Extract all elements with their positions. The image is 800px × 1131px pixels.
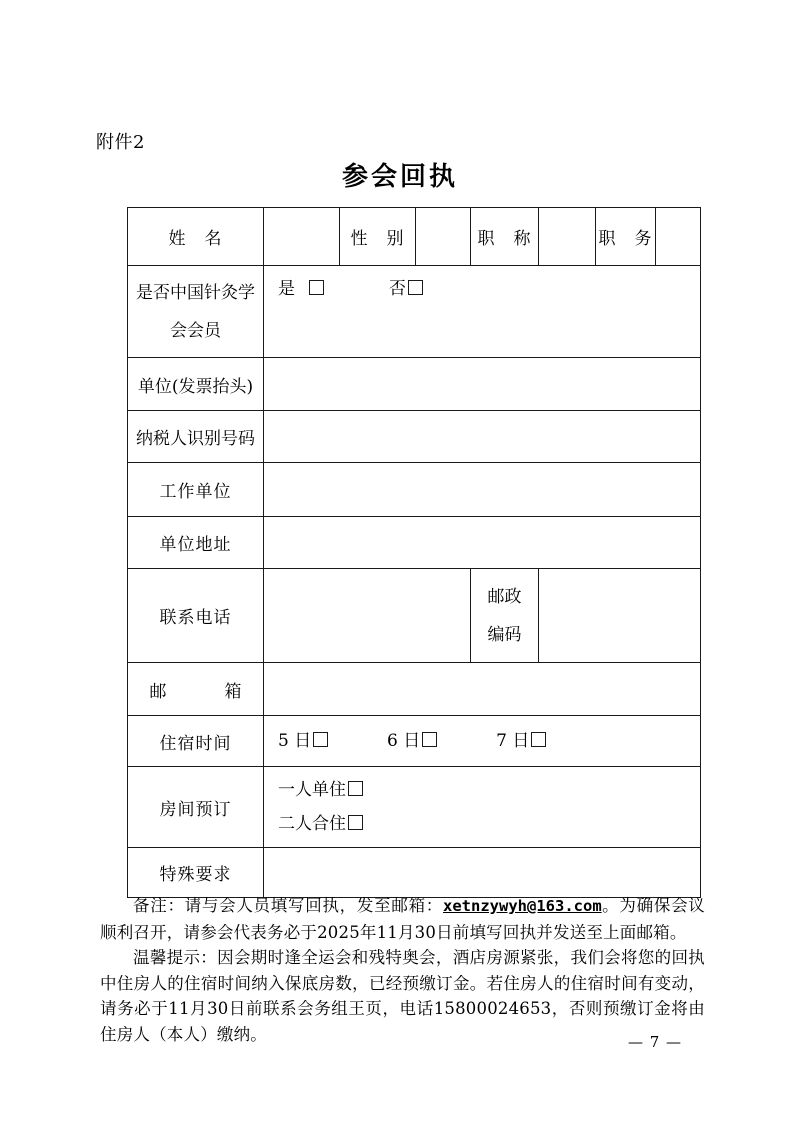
field-gender-value[interactable] [416,208,471,266]
table-row-phone [128,569,701,663]
registration-form-table [127,207,701,898]
label-room-booking: 房间预订 [128,767,264,848]
room-option-single[interactable] [278,773,365,807]
note-remark-pre: 备注：请与会人员填写回执，发至邮箱： [133,896,444,915]
checkbox-room-single[interactable] [348,781,363,796]
field-work-unit-value[interactable] [264,463,701,517]
note-remark [100,893,705,945]
page-number-text: — 7 — [627,1033,683,1051]
checkbox-room-double[interactable] [348,815,363,830]
field-job-title-value[interactable] [539,208,596,266]
room-option-single-label: 一人单住 [278,780,346,800]
table-row-unit-address [128,517,701,569]
label-special-requirements: 特殊要求 [128,848,264,898]
label-stay-dates: 住宿时间 [128,716,264,767]
membership-option-no[interactable] [389,272,425,306]
stay-option-day6[interactable] [387,724,439,758]
table-row-email [128,663,701,716]
label-work-unit: 工作单位 [128,463,264,517]
room-option-double-label: 二人合住 [278,814,346,834]
checkbox-membership-no[interactable] [408,280,423,295]
field-email-value[interactable] [264,663,701,716]
checkbox-stay-day5[interactable] [313,732,328,747]
note-tip: 温馨提示：因会期时逢全运会和残特奥会，酒店房源紧张，我们会将您的回执中住房人的住宿时间纳入保底房数，已经预缴订金。若住房人的住宿时间有变动，请务必于11月30日前联系会务组王页，电话15800024653，否则预缴订金将由住房人（本人）缴纳。 [100,948,705,1044]
table-row-invoice-title [128,358,701,411]
membership-option-yes[interactable] [278,272,326,306]
field-name-value[interactable] [264,208,340,266]
label-gender: 性 别 [340,208,416,266]
table-row-tax-id [128,411,701,463]
field-phone-value[interactable] [264,569,471,663]
field-stay-date-options [264,716,701,767]
label-email: 邮 箱 [128,663,264,716]
field-unit-address-value[interactable] [264,517,701,569]
stay-option-day5-label: 5 日 [278,731,312,751]
page-title: 参会回执 [341,162,458,192]
stay-option-day7[interactable] [496,724,548,758]
stay-option-day5[interactable] [278,724,330,758]
field-room-options [264,767,701,848]
membership-option-no-label: 否 [388,279,406,299]
stay-option-day6-label: 6 日 [387,731,421,751]
attachment-label: 附件2 [96,132,145,153]
label-invoice-title: 单位(发票抬头) [128,358,264,411]
table-row-work-unit [128,463,701,517]
table-row-special-requirements [128,848,701,898]
membership-option-yes-label: 是 [278,279,295,299]
field-membership-options [264,266,701,358]
label-position: 职 务 [596,208,656,266]
room-option-double[interactable] [278,807,365,841]
field-postcode-value[interactable] [539,569,701,663]
label-tax-id: 纳税人识别号码 [128,411,264,463]
label-unit-address: 单位地址 [128,517,264,569]
label-membership-line1: 是否中国针灸学 [136,282,255,303]
label-membership-line2: 会会员 [170,320,221,341]
label-postcode-line1: 邮政 [487,586,522,607]
label-phone: 联系电话 [128,569,264,663]
contact-email-link[interactable]: xetnzywyh@163.com [443,897,602,915]
table-row-room-booking [128,767,701,848]
field-tax-id-value[interactable] [264,411,701,463]
label-postcode [471,569,539,663]
field-invoice-title-value[interactable] [264,358,701,411]
footer-notes [100,893,705,1047]
checkbox-stay-day6[interactable] [422,732,437,747]
label-postcode-line2: 编码 [487,624,522,645]
field-special-requirements-value[interactable] [264,848,701,898]
page-number [0,1033,800,1051]
label-membership [128,266,264,358]
label-job-title: 职 称 [471,208,539,266]
table-row-basic-info [128,208,701,266]
table-row-stay-dates [128,716,701,767]
checkbox-stay-day7[interactable] [531,732,546,747]
label-name: 姓 名 [128,208,264,266]
table-row-membership [128,266,701,358]
checkbox-membership-yes[interactable] [309,280,324,295]
stay-option-day7-label: 7 日 [496,731,530,751]
note-remark-post: 。为确保会议顺利召开，请参会代表务必于2025年11月30日前填写回执并发送至上面邮箱。 [100,896,705,942]
field-position-value[interactable] [656,208,701,266]
